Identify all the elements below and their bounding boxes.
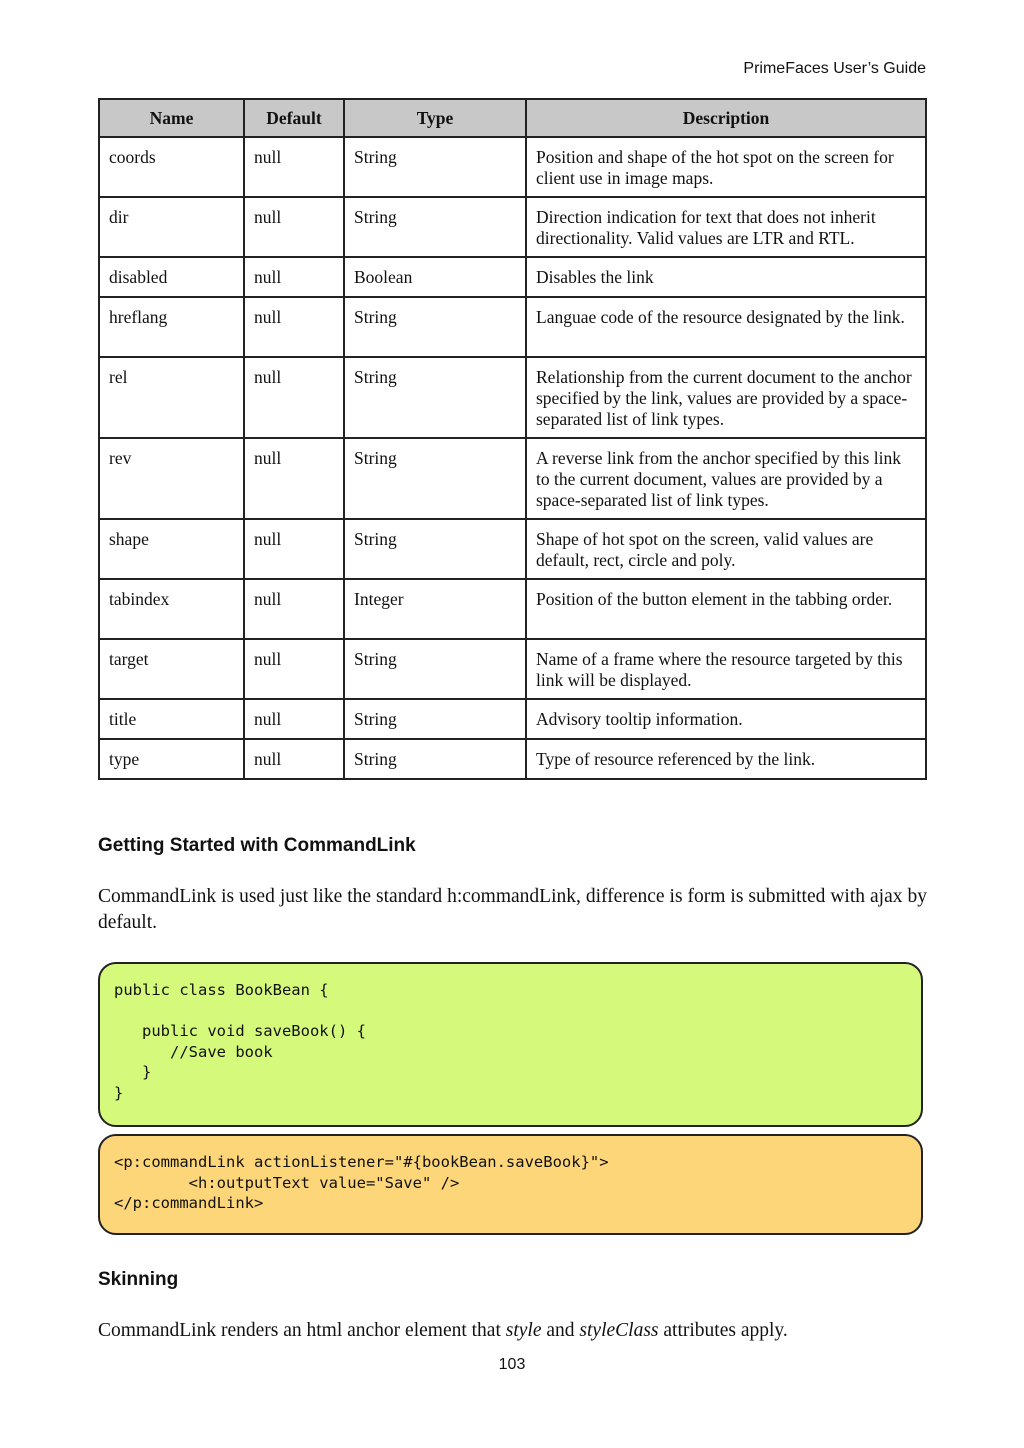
table-row (99, 137, 926, 197)
section-heading-getting-started: Getting Started with CommandLink (98, 835, 416, 856)
cell-description: Relationship from the current document to the anchor specified by the link, values are provided by a space-separated list of link types. (526, 357, 926, 438)
table-row (99, 438, 926, 519)
cell-name: rel (99, 357, 244, 438)
cell-name: title (99, 699, 244, 739)
skinning-text-prefix: CommandLink renders an html anchor element that (98, 1320, 506, 1341)
table-row (99, 639, 926, 699)
cell-type: String (344, 137, 526, 197)
cell-type: String (344, 357, 526, 438)
table-row (99, 257, 926, 297)
cell-name: shape (99, 519, 244, 579)
cell-type: Boolean (344, 257, 526, 297)
xhtml-code-block: <p:commandLink actionListener="#{bookBean.saveBook}"> <h:outputText value="Save" /> </p:commandLink> (98, 1134, 923, 1235)
cell-default: null (244, 257, 344, 297)
cell-description: Direction indication for text that does not inherit directionality. Valid values are LTR and RTL. (526, 197, 926, 257)
cell-type: String (344, 297, 526, 357)
cell-default: null (244, 699, 344, 739)
column-header-name: Name (99, 99, 244, 137)
cell-default: null (244, 137, 344, 197)
cell-type: String (344, 699, 526, 739)
styleclass-attribute-name: styleClass (579, 1320, 659, 1341)
cell-default: null (244, 739, 344, 779)
style-attribute-name: style (505, 1320, 542, 1341)
cell-description: Name of a frame where the resource targeted by this link will be displayed. (526, 639, 926, 699)
skinning-paragraph (98, 1318, 927, 1344)
cell-type: String (344, 639, 526, 699)
cell-default: null (244, 639, 344, 699)
column-header-type: Type (344, 99, 526, 137)
cell-default: null (244, 197, 344, 257)
table-row (99, 699, 926, 739)
cell-type: String (344, 438, 526, 519)
table-row (99, 297, 926, 357)
cell-name: coords (99, 137, 244, 197)
getting-started-paragraph: CommandLink is used just like the standard h:commandLink, difference is form is submitted with ajax by default. (98, 886, 927, 933)
column-header-description: Description (526, 99, 926, 137)
skinning-text-and: and (541, 1320, 580, 1341)
cell-description: Languae code of the resource designated by the link. (526, 297, 926, 357)
cell-type: String (344, 739, 526, 779)
table-row (99, 519, 926, 579)
cell-name: hreflang (99, 297, 244, 357)
cell-default: null (244, 357, 344, 438)
column-header-default: Default (244, 99, 344, 137)
cell-description: Position and shape of the hot spot on the screen for client use in image maps. (526, 137, 926, 197)
cell-description: Position of the button element in the tabbing order. (526, 579, 926, 639)
cell-description: Shape of hot spot on the screen, valid values are default, rect, circle and poly. (526, 519, 926, 579)
cell-name: tabindex (99, 579, 244, 639)
cell-default: null (244, 519, 344, 579)
cell-default: null (244, 579, 344, 639)
table-row (99, 357, 926, 438)
cell-type: String (344, 519, 526, 579)
cell-default: null (244, 297, 344, 357)
table-row (99, 739, 926, 779)
skinning-text-suffix: attributes apply. (658, 1320, 788, 1341)
page-number: 103 (498, 1356, 526, 1373)
cell-type: String (344, 197, 526, 257)
cell-default: null (244, 438, 344, 519)
cell-name: disabled (99, 257, 244, 297)
cell-description: Type of resource referenced by the link. (526, 739, 926, 779)
cell-name: rev (99, 438, 244, 519)
cell-description: A reverse link from the anchor specified by this link to the current document, values are provided by a space-separated list of link types. (526, 438, 926, 519)
cell-description: Advisory tooltip information. (526, 699, 926, 739)
cell-name: type (99, 739, 244, 779)
cell-description: Disables the link (526, 257, 926, 297)
attributes-table (98, 98, 927, 780)
cell-name: dir (99, 197, 244, 257)
section-heading-skinning: Skinning (98, 1269, 179, 1290)
table-header-row (99, 99, 926, 137)
table-row (99, 579, 926, 639)
java-code-block: public class BookBean { public void saveBook() { //Save book } } (98, 962, 923, 1127)
cell-name: target (99, 639, 244, 699)
table-row (99, 197, 926, 257)
cell-type: Integer (344, 579, 526, 639)
running-header: PrimeFaces User’s Guide (743, 60, 926, 77)
